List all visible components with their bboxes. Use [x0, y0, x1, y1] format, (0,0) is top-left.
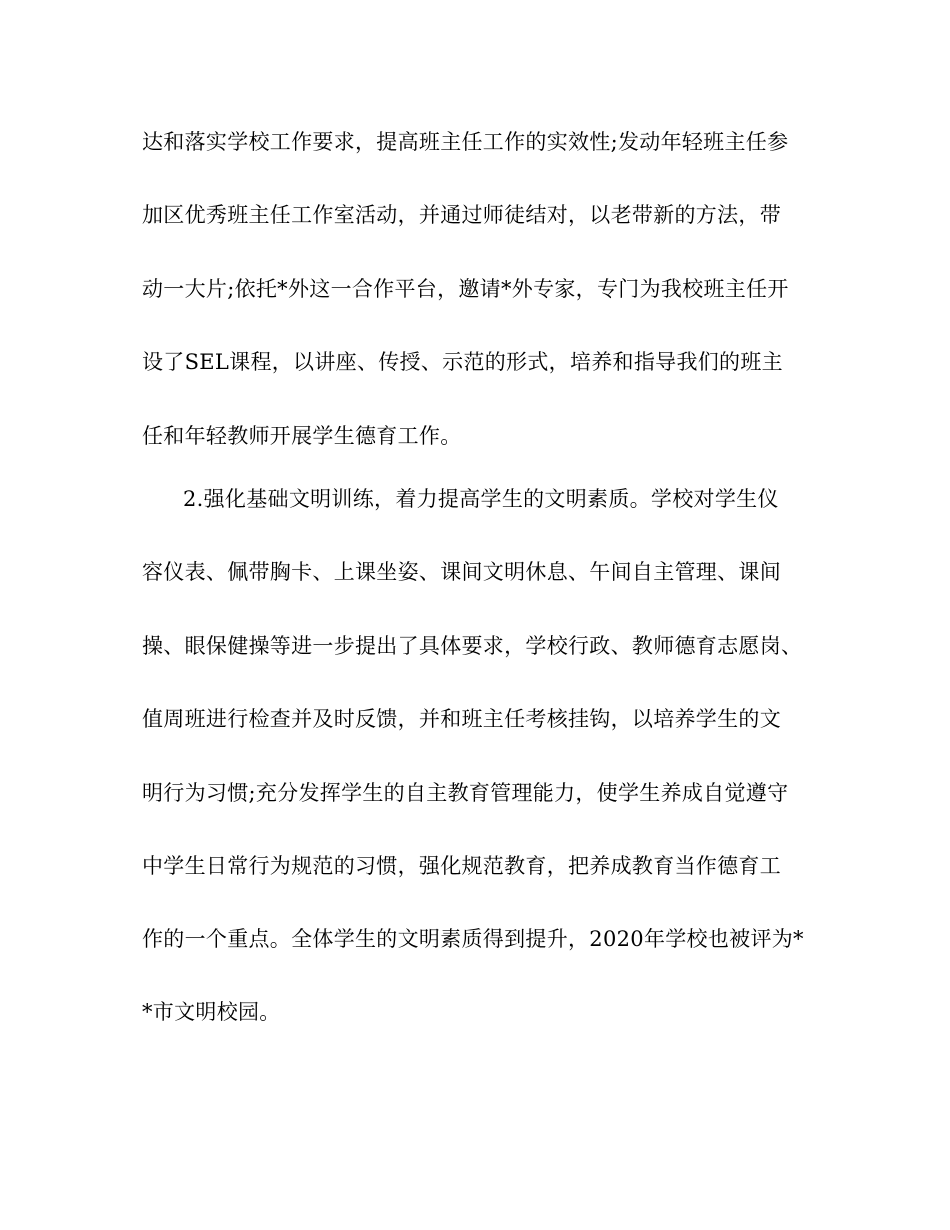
- paragraph-line: 任和年轻教师开展学生德育工作。: [142, 424, 462, 448]
- paragraph-line: 达和落实学校工作要求，提高班主任工作的实效性;发动年轻班主任参: [142, 130, 789, 154]
- paragraph-line: 2.强化基础文明训练，着力提高学生的文明素质。学校对学生仪: [183, 487, 779, 511]
- paragraph-line: 动一大片;依托*外这一合作平台，邀请*外专家，专门为我校班主任开: [142, 277, 789, 301]
- paragraph-line: *市文明校园。: [142, 1000, 281, 1024]
- paragraph-line: 值周班进行检查并及时反馈，并和班主任考核挂钩，以培养学生的文: [142, 707, 781, 731]
- paragraph-line: 明行为习惯;充分发挥学生的自主教育管理能力，使学生养成自觉遵守: [142, 781, 789, 805]
- paragraph-line: 中学生日常行为规范的习惯，强化规范教育，把养成教育当作德育工: [142, 854, 781, 878]
- paragraph-line: 作的一个重点。全体学生的文明素质得到提升，2020年学校也被评为*: [142, 927, 804, 951]
- paragraph-line: 设了SEL课程，以讲座、传授、示范的形式，培养和指导我们的班主: [142, 350, 783, 374]
- paragraph-line: 操、眼保健操等进一步提出了具体要求，学校行政、教师德育志愿岗、: [142, 634, 803, 658]
- paragraph-line: 加区优秀班主任工作室活动，并通过师徒结对，以老带新的方法，带: [142, 203, 781, 227]
- paragraph-line: 容仪表、佩带胸卡、上课坐姿、课间文明休息、午间自主管理、课间: [142, 560, 781, 584]
